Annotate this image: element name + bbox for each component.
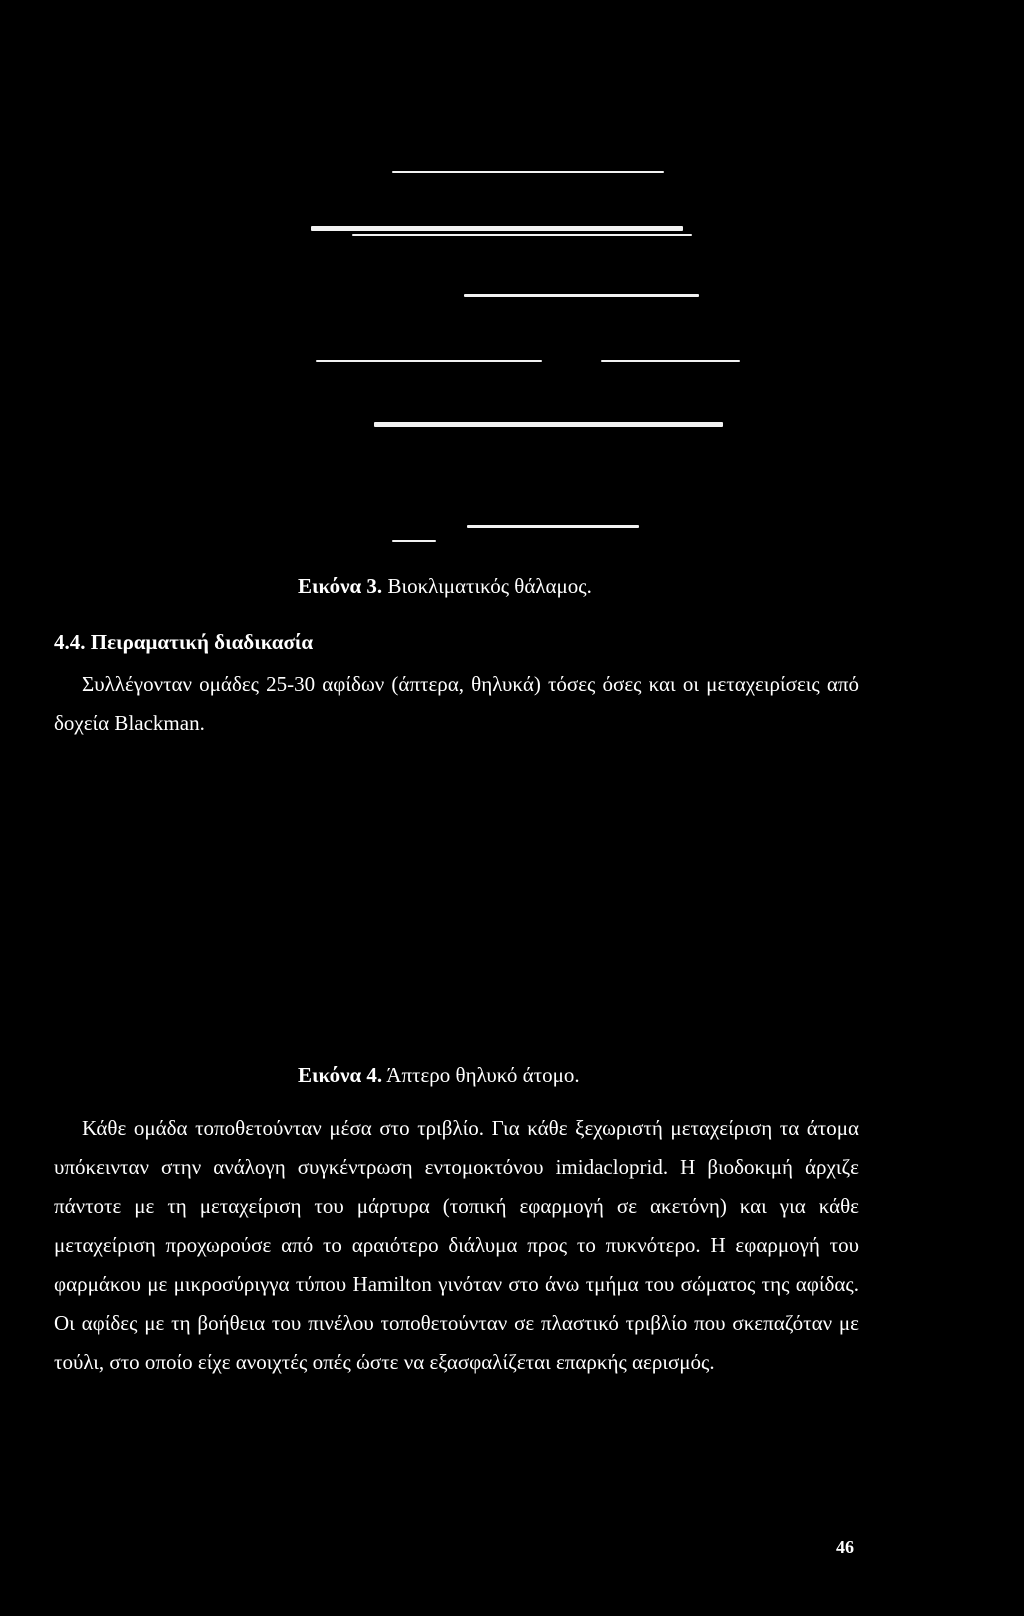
paragraph-2: Κάθε ομάδα τοποθετούνταν μέσα στο τριβλίο. Για κάθε ξεχωριστή μεταχείριση τα άτομα υπόκεινταν στην ανάλογη συγκέντρωση εντομοκτόνου imidacloprid. Η βιοδοκιμή άρχιζε πάντοτε με τη μεταχείριση του μάρτυρα (τοπική εφαρμογή σε ακετόνη) και για κάθε μεταχείριση προχωρούσε από το αραιότερο διάλυμα προς το πυκνότερο. Η εφαρμογή του φαρμάκου με μικροσύριγγα τύπου Hamilton γινόταν στο άνω τμήμα του σώματος της αφίδας. Οι αφίδες με τη βοήθεια του πινέλου τοποθετούνταν σε πλαστικό τριβλίο που σκεπαζόταν με τούλι, στο οποίο είχε ανοιχτές οπές ώστε να εξασφαλίζεται επαρκής αερισμός.	[54, 1116, 859, 1374]
shelf-line	[316, 360, 542, 362]
page-number: 46	[836, 1537, 854, 1557]
paragraph-1: Συλλέγονταν ομάδες 25-30 αφίδων (άπτερα, θηλυκά) τόσες όσες και οι μεταχειρίσεις από δοχεία Blackman.	[54, 672, 859, 735]
shelf-line	[601, 360, 740, 362]
shelf-line	[392, 540, 436, 542]
section-heading: 4.4. Πειραματική διαδικασία	[54, 630, 314, 654]
shelf-line	[374, 422, 723, 427]
figure-3-label: Εικόνα 3.	[298, 574, 383, 598]
figure-3-text: Βιοκλιματικός θάλαμος.	[387, 574, 592, 598]
shelf-line	[392, 171, 664, 173]
shelf-line	[464, 294, 699, 297]
figure-3-caption	[298, 574, 592, 599]
shelf-line	[467, 525, 639, 528]
figure-4-caption	[298, 1063, 580, 1088]
figure-4-image	[0, 730, 1024, 1050]
shelf-line	[311, 226, 683, 231]
figure-4-label: Εικόνα 4.	[298, 1063, 383, 1087]
figure-4-text: Άπτερο θηλυκό άτομο.	[386, 1063, 580, 1087]
shelf-line	[352, 234, 692, 236]
figure-3-image	[0, 0, 1024, 560]
